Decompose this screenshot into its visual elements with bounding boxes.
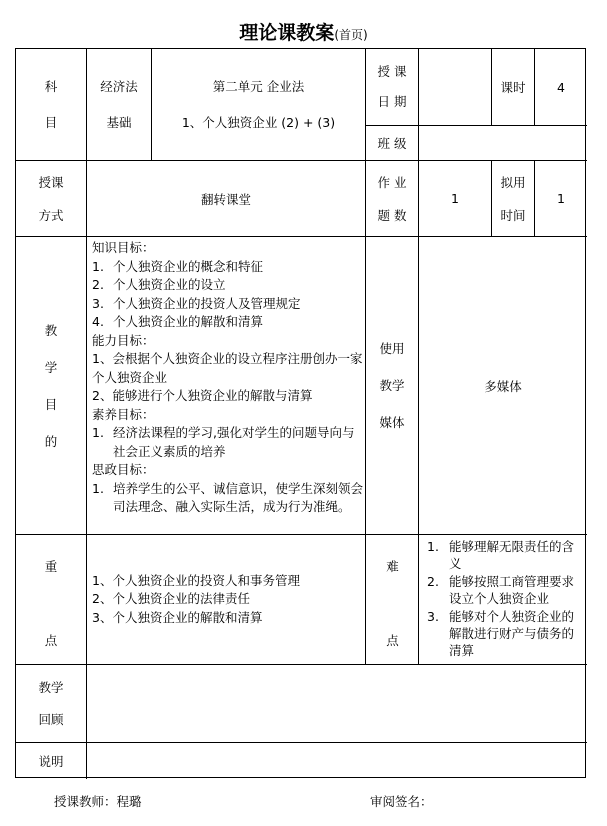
reviewer-signature	[370, 792, 433, 810]
review-label-line1: 教学	[38, 679, 64, 695]
date-label-cell	[365, 49, 418, 125]
knowledge-item-num: 4.	[92, 314, 104, 329]
objectives-label-char1: 教	[44, 322, 58, 338]
ability-title: 能力目标：	[92, 332, 155, 348]
knowledge-item-num: 3.	[92, 295, 104, 311]
subject-value-line2: 基础	[106, 114, 132, 130]
hours-label-cell: 课时	[491, 49, 534, 125]
key-item: 2、个人独资企业的法律责任	[92, 591, 250, 607]
difficult-item	[427, 608, 584, 659]
ability-item: 2、能够进行个人独资企业的解散与清算	[92, 388, 313, 403]
class-value-cell	[418, 125, 587, 160]
quality-item-num: 1.	[92, 425, 104, 440]
difficult-label-char2: 点	[386, 633, 399, 648]
notes-label-cell: 说明	[16, 742, 86, 779]
homework-label-line1: 作 业	[377, 174, 407, 190]
unit-cell	[151, 49, 365, 160]
date-value-cell	[418, 49, 491, 125]
quality-item-text: 经济法课程的学习,强化对学生的问题导向与社会正义素质的培养	[113, 425, 355, 459]
teacher-signature	[54, 792, 142, 810]
teacher-label: 授课教师：	[54, 794, 117, 809]
objectives-label-char2: 学	[44, 359, 58, 375]
objectives-label-char4: 的	[44, 433, 58, 449]
knowledge-item	[92, 313, 365, 332]
title-sub: (首页)	[334, 28, 368, 42]
difficult-label-char1: 难	[386, 559, 399, 574]
key-item: 3、个人独资企业的解散和清算	[92, 609, 263, 625]
quality-item	[92, 424, 365, 461]
knowledge-item	[92, 276, 365, 295]
ideology-title: 思政目标：	[92, 462, 155, 477]
method-value-cell: 翻转课堂	[86, 160, 365, 236]
subject-value-cell	[86, 49, 151, 160]
media-value-cell: 多媒体	[418, 236, 587, 534]
review-label-line2: 回顾	[38, 711, 64, 727]
difficult-item-text: 能够对个人独资企业的解散进行财产与债务的清算	[449, 609, 575, 658]
review-value-cell	[86, 664, 587, 742]
media-label-line2: 教学	[379, 378, 405, 393]
ability-item: 1、会根据个人独资企业的设立程序注册创办一家个人独资企业	[92, 351, 363, 385]
date-label-line1: 授 课	[377, 64, 407, 79]
date-label-line2: 日 期	[377, 94, 407, 109]
media-label-line3: 媒体	[379, 415, 405, 430]
subject-label-line1: 科	[44, 78, 58, 94]
title-main: 理论课教案	[239, 22, 335, 44]
difficult-item-num: 2.	[427, 574, 439, 589]
reviewer-label: 审阅签名：	[370, 794, 433, 809]
objectives-label-char3: 目	[44, 396, 58, 412]
method-label-line1: 授课	[38, 174, 64, 190]
class-label-cell: 班 级	[365, 125, 418, 160]
page-title	[0, 18, 607, 45]
key-item: 1、个人独资企业的投资人和事务管理	[92, 572, 300, 588]
key-content-cell	[86, 534, 365, 664]
difficult-item-text: 能够按照工商管理要求设立个人独资企业	[449, 574, 575, 606]
ideology-item-text: 培养学生的公平、诚信意识，使学生深刻领会司法理念、融入实际生活，成为行为准绳。	[113, 480, 364, 514]
knowledge-item-text: 个人独资企业的解散和清算	[113, 314, 264, 329]
subject-label-cell	[16, 49, 86, 160]
method-label-cell	[16, 160, 86, 236]
knowledge-item-num: 1.	[92, 258, 104, 274]
lesson-plan-table	[15, 48, 586, 778]
knowledge-item	[92, 258, 365, 277]
knowledge-item-num: 2.	[92, 277, 104, 292]
time-label-line1: 拟用	[500, 174, 526, 190]
difficult-item-num: 3.	[427, 609, 439, 624]
media-label-line1: 使用	[379, 341, 405, 356]
difficult-item-text: 能够理解无限责任的含义	[449, 539, 575, 571]
objectives-content-cell	[86, 236, 365, 534]
notes-value-cell	[86, 742, 587, 779]
ideology-item	[92, 480, 365, 517]
review-label-cell	[16, 664, 86, 742]
objectives-label-cell	[16, 236, 86, 534]
time-label-line2: 时间	[500, 207, 526, 223]
lesson-title: 1、个人独资企业 (2) + (3)	[181, 114, 336, 130]
subject-label-line2: 目	[44, 114, 58, 130]
method-label-line2: 方式	[38, 207, 64, 223]
hours-value-cell: 4	[534, 49, 587, 125]
knowledge-title: 知识目标：	[92, 240, 155, 255]
homework-value-cell: 1	[418, 160, 491, 236]
difficult-label-cell	[365, 534, 418, 664]
knowledge-item-text: 个人独资企业的设立	[113, 277, 226, 292]
knowledge-item-text: 个人独资企业的投资人及管理规定	[113, 295, 301, 311]
time-label-cell	[491, 160, 534, 236]
teacher-name: 程璐	[116, 794, 142, 809]
knowledge-item-text: 个人独资企业的概念和特征	[113, 258, 264, 274]
difficult-item	[427, 573, 584, 607]
difficult-item-num: 1.	[427, 539, 439, 554]
time-value-cell: 1	[534, 160, 587, 236]
ideology-item-num: 1.	[92, 480, 104, 496]
key-label-char1: 重	[44, 559, 58, 574]
homework-label-cell	[365, 160, 418, 236]
unit-title: 第二单元 企业法	[212, 78, 305, 94]
difficult-item	[427, 538, 584, 572]
homework-label-line2: 题 数	[377, 207, 407, 223]
media-label-cell	[365, 236, 418, 534]
difficult-content-cell	[418, 534, 587, 664]
key-label-cell	[16, 534, 86, 664]
key-label-char2: 点	[44, 633, 58, 648]
quality-title: 素养目标：	[92, 406, 155, 422]
knowledge-item	[92, 295, 365, 314]
subject-value-line1: 经济法	[100, 78, 138, 94]
